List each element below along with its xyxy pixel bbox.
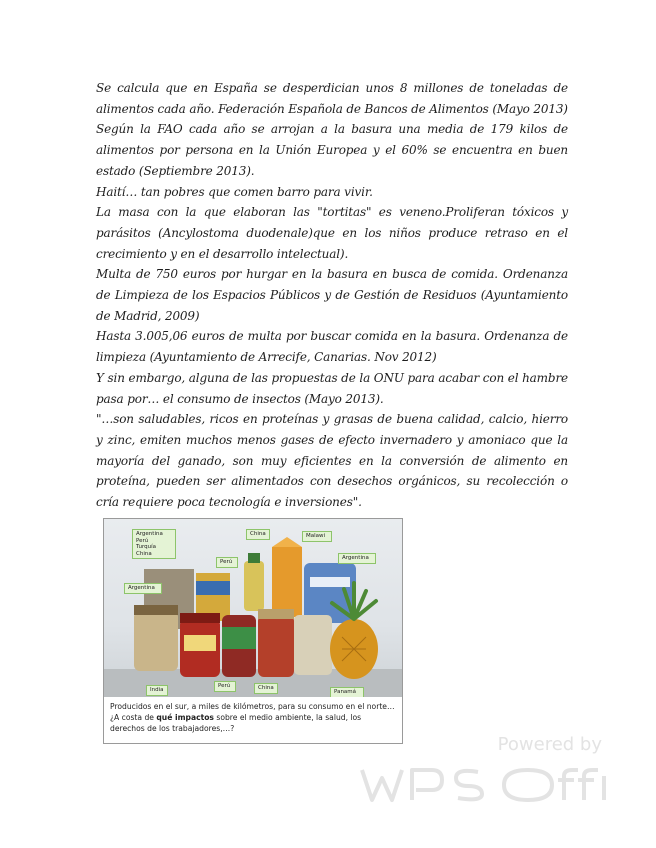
wps-watermark [358, 734, 608, 814]
caption-text-bold: qué impactos [156, 713, 214, 722]
label-argentina-left: Argentina [124, 583, 162, 594]
paragraph-2: Según la FAO cada año se arrojan a la basura una media de 179 kilos de alimentos por persona en la Unión Europea y el 60% se encuentra en buen estado (Septiembre 2013). [96, 122, 568, 178]
paragraph-5: Multa de 750 euros por hurgar en la basura en busca de comida. Ordenanza de Limpieza de los Espacios Públicos y de Gestión de Residuos (Ayuntamiento de Madrid, 2009) [96, 267, 568, 323]
paragraph-3: Haití… tan pobres que comen barro para vivir. [96, 184, 373, 199]
watermark-powered-by: Powered by [497, 734, 602, 755]
paragraph-4: La masa con la que elaboran las "tortitas" es veneno.Proliferan tóxicos y parásitos (Ancylostoma duodenale)que en los niños produce retraso en el crecimiento y en el desarrollo intelectual). [96, 205, 568, 261]
jar-india [134, 611, 178, 671]
label-peru-top: Perú [216, 557, 238, 568]
label-china-bottom: China [254, 683, 278, 694]
paragraph-8: "…son saludables, ricos en proteínas y grasas de buena calidad, calcio, hierro y zinc, emiten muchos menos gases de efecto invernadero y amoniaco que la mayoría del ganado, son muy eficientes en la conversión de alimento en proteína, pueden ser alimentados con desechos orgánicos, su recolección o cría requiere poca tecnología e inversiones". [96, 412, 568, 510]
paragraph-1: Se calcula que en España se desperdician unos 8 millones de toneladas de alimentos cada año. Federación Española de Bancos de Alimentos (Mayo 2013) [96, 81, 568, 116]
body-text [96, 78, 568, 513]
caption-text-after: sobre el medio ambiente, la salud, los derechos de los trabajadores,…? [110, 713, 362, 733]
label-malawi: Malawi [302, 531, 332, 542]
food-origins-photo [103, 518, 403, 744]
photo-scene [104, 519, 402, 697]
photo-caption [110, 701, 398, 734]
bottle-china [244, 561, 264, 611]
juice-carton [272, 547, 302, 617]
caption-text-before: Producidos en el sur, a miles de kilómetros, para su consumo en el norte… ¿A costa de [110, 702, 395, 722]
label-china-top: China [246, 529, 270, 540]
wps-office-logo-icon [358, 734, 608, 814]
label-panama: Panamá [330, 687, 364, 697]
jar-rice [294, 615, 332, 675]
jar-honey [258, 615, 294, 677]
label-peru-bottom: Perú [214, 681, 236, 692]
label-argentina-right: Argentina [338, 553, 376, 564]
paragraph-6: Hasta 3.005,06 euros de multa por buscar comida en la basura. Ordenanza de limpieza (Ayuntamiento de Arrecife, Canarias. Nov 2012) [96, 329, 568, 365]
paragraph-7: Y sin embargo, alguna de las propuestas de la ONU para acabar con el hambre pasa por… el consumo de insectos (Mayo 2013). [96, 370, 568, 406]
label-argentina-group: Argentina Perú Turquía China [132, 529, 176, 559]
label-india: India [146, 685, 168, 696]
